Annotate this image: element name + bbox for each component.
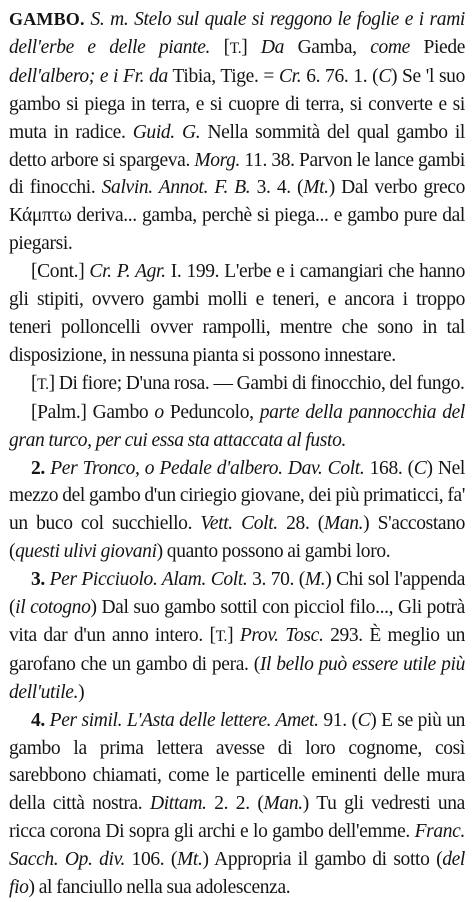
- text-run: Morg.: [194, 149, 241, 171]
- entry-sense-paragraph: [9, 258, 465, 370]
- text-run: T.: [215, 627, 228, 645]
- text-run: 293. È meglio un garofano che un gambo di pera. (: [9, 624, 466, 675]
- text-run: C: [413, 457, 427, 479]
- text-run: ) Dal verbo greco Κάμπτω deriva... gamba, perchè si piega... e gambo pure dal piegarsi.: [9, 177, 466, 255]
- text-run: 106. (: [124, 849, 177, 871]
- text-run: [Cont.]: [31, 261, 90, 283]
- text-run: parte della pannocchia del gran turco, per cui essa sta attaccata al fusto.: [9, 401, 465, 451]
- text-run: 3. 4. (: [250, 177, 304, 199]
- text-run: questi ulivi giovani: [15, 541, 157, 563]
- text-run: 2. 2. (: [206, 793, 264, 815]
- text-run: [Palm.] Gambo: [31, 401, 155, 423]
- text-run: ) Chi sol l'appenda (: [9, 569, 466, 619]
- text-run: T.: [229, 39, 242, 57]
- text-run: Peduncolo,: [163, 401, 260, 423]
- text-run: Man.: [263, 793, 303, 815]
- entry-sense-paragraph: [9, 566, 465, 707]
- text-run: Nella sommità del qual gambo il detto arbore si spargeva.: [9, 121, 465, 171]
- entry-sense-paragraph: [9, 399, 465, 455]
- text-run: 11. 38. Parvon le lance gambi di finocchi.: [9, 149, 465, 199]
- text-run: Piede: [409, 36, 466, 58]
- text-run: Tibia, Tige. =: [167, 65, 280, 87]
- text-run: [: [210, 36, 230, 58]
- headword: GAMBO.: [9, 9, 85, 29]
- text-run: I. 199. L'erbe e i camangiari che hanno gli stipiti, ovvero gambi molli e teneri, e ancora i troppo teneri polloncelli ovver rampolli, mentre che sono in tal disposizione, in nessuna pianta si possono innestare.: [9, 261, 465, 366]
- text-run: 3. 70. (: [247, 569, 305, 591]
- text-run: Mt.: [177, 849, 203, 871]
- entry-sense-paragraph: [9, 455, 465, 567]
- text-run: del fio: [9, 849, 465, 899]
- text-run: Per Picciuolo. Alam. Colt.: [49, 569, 248, 591]
- text-run: 168. (: [364, 457, 414, 479]
- entry-sense-paragraph: [9, 370, 465, 399]
- text-run: S. m. Stelo sul quale si reggono le foglie e i rami dell'erbe e delle piante.: [9, 9, 465, 58]
- entry-sense-paragraph: [9, 707, 465, 902]
- text-run: ): [78, 681, 85, 703]
- text-run: 91. (: [318, 709, 358, 731]
- text-run: ) S'accostano (: [9, 513, 465, 563]
- text-run: ) al fanciullo nella sua adolescenza.: [28, 877, 291, 899]
- text-run: ) Nel mezzo del gambo d'un ciriegio giovane, dei più primaticci, fa' un buco col succhiello.: [9, 457, 465, 535]
- text-run: Per Tronco, o Pedale d'albero. Dav. Colt.: [50, 457, 365, 479]
- text-run: Franc. Sacch. Op. div.: [9, 821, 465, 871]
- text-run: ]: [227, 624, 240, 646]
- text-run: Vett. Colt.: [200, 513, 278, 535]
- text-run: Il bello può essere utile più dell'utile.: [9, 653, 465, 703]
- text-run: Cr. P. Agr.: [89, 261, 166, 283]
- text-run: [: [31, 372, 38, 394]
- text-run: Gamba,: [284, 36, 371, 58]
- text-run: 28. (: [277, 513, 324, 535]
- text-run: ) E se più un gambo la prima lettera avesse di loro cognome, così sarebbono chiamati, come le particelle eminenti delle mura della città nostra.: [9, 709, 466, 815]
- text-run: M.: [304, 569, 326, 591]
- text-run: Salvin. Annot. F. B.: [101, 177, 251, 199]
- text-run: C: [378, 65, 391, 87]
- text-run: o: [154, 401, 164, 423]
- text-run: T.: [37, 375, 49, 393]
- text-run: ] Di fiore; D'una rosa. — Gambi di finocchio, del fungo.: [48, 372, 465, 394]
- text-run: ) Tu gli vedresti una ricca corona Di sopra gli archi e lo gambo dell'emme.: [9, 793, 465, 843]
- sense-number: 2.: [31, 457, 51, 479]
- text-run: Guid. G.: [132, 121, 201, 143]
- text-run: Dittam.: [149, 793, 207, 815]
- text-run: Da: [260, 36, 285, 58]
- text-run: C: [357, 709, 371, 731]
- text-run: il cotogno: [15, 597, 91, 619]
- text-run: 6. 76. 1. (: [301, 65, 379, 87]
- text-run: dell'albero; e i Fr. da: [9, 65, 168, 87]
- text-run: Per simil. L'Asta delle lettere. Amet.: [49, 709, 319, 731]
- sense-number: 4.: [31, 709, 50, 731]
- text-run: ) quanto possono ai gambi loro.: [156, 541, 391, 563]
- text-run: Cr.: [279, 65, 302, 87]
- text-run: Man.: [323, 513, 364, 535]
- text-run: ) Dal suo gambo sottil con picciol filo..., Gli potrà vita dar d'un anno intero. [: [9, 597, 465, 646]
- entry-definition: [9, 6, 465, 258]
- text-run: Prov. Tosc.: [239, 624, 324, 646]
- text-run: come: [370, 36, 410, 58]
- text-run: ) Se 'l suo gambo si piega in terra, e si cuopre di terra, si converte e si muta in radice.: [9, 65, 465, 143]
- sense-number: 3.: [31, 569, 50, 591]
- text-run: Mt.: [303, 177, 329, 199]
- text-run: ]: [241, 36, 261, 58]
- text-run: ) Appropria il gambo di sotto (: [202, 849, 443, 871]
